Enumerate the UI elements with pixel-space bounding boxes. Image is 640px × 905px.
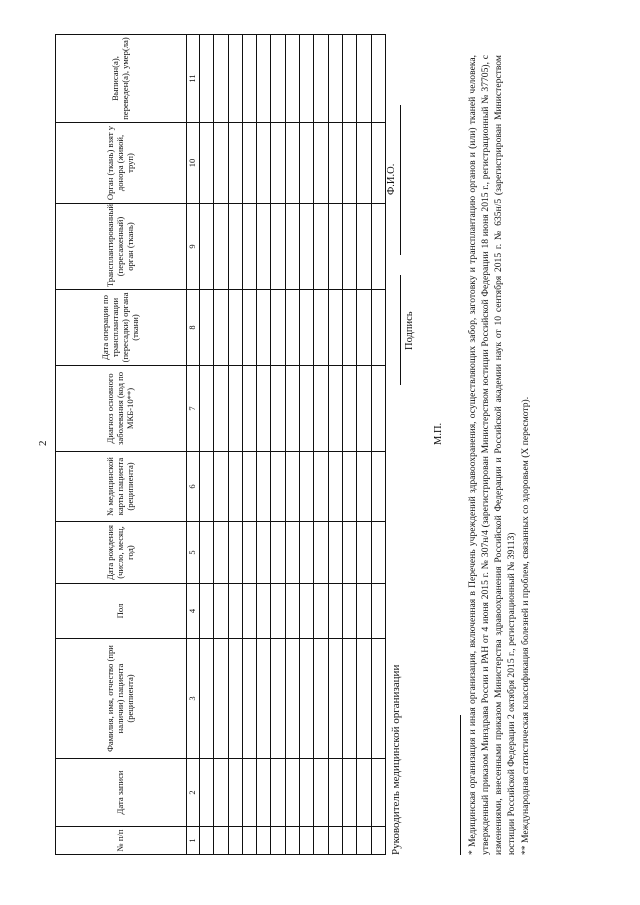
table-cell xyxy=(342,366,356,452)
table-cell xyxy=(214,522,228,584)
footnote-divider xyxy=(460,715,461,855)
table-cell xyxy=(285,204,299,290)
table-cell xyxy=(314,204,328,290)
table-cell xyxy=(200,827,214,855)
table-cell xyxy=(214,123,228,204)
column-number: 3 xyxy=(187,639,200,759)
table-cell xyxy=(257,35,271,123)
table-cell xyxy=(342,827,356,855)
table-cell xyxy=(200,35,214,123)
table-cell xyxy=(228,827,242,855)
table-cell xyxy=(242,759,256,827)
column-header: № медицинской карты пациента (реципиента) xyxy=(56,452,187,522)
table-cell xyxy=(200,452,214,522)
table-cell xyxy=(371,759,385,827)
table-cell xyxy=(271,123,285,204)
table-cell xyxy=(357,827,371,855)
table-cell xyxy=(285,639,299,759)
table-cell xyxy=(228,366,242,452)
column-header: Дата записи xyxy=(56,759,187,827)
table-cell xyxy=(285,366,299,452)
table-cell xyxy=(200,123,214,204)
table-cell xyxy=(371,452,385,522)
table-cell xyxy=(214,35,228,123)
table-cell xyxy=(257,123,271,204)
table-cell xyxy=(242,290,256,366)
table-cell xyxy=(314,366,328,452)
table-cell xyxy=(285,290,299,366)
table-cell xyxy=(314,522,328,584)
table-cell xyxy=(300,522,314,584)
table-cell xyxy=(285,522,299,584)
stamp-label: М.П. xyxy=(433,422,444,445)
table-row xyxy=(328,35,342,855)
column-number: 4 xyxy=(187,584,200,639)
table-cell xyxy=(357,290,371,366)
footnote-organization: * Медицинская организация и иная организация, включенная в Перечень учреждений здравоохранения, осуществляющих забор, заготовку и трансплантацию органов и (или) тканей человека, утвержденный приказом Минздрава России и РАН от 4 июня 2015 г. № 307н/4 (зарегистрирован Министерством юстиции Российской Федерации 18 июня 2015 г., регистрационный № 37705), с изменениями, внесенными приказом Министерства здравоохранения Российской Федерации и Российской академии наук от 10 сентября 2015 г. № 635н/5 (зарегистрирован Министерством юстиции Российской Федерации 2 октября 2015 г., регистрационный № 39113) xyxy=(467,55,518,855)
table-cell xyxy=(257,827,271,855)
table-cell xyxy=(200,639,214,759)
table-cell xyxy=(314,123,328,204)
table-cell xyxy=(371,827,385,855)
table-cell xyxy=(371,639,385,759)
table-cell xyxy=(271,639,285,759)
column-number: 8 xyxy=(187,290,200,366)
table-cell xyxy=(228,204,242,290)
column-header: Дата рождения (число, месяц, год) xyxy=(56,522,187,584)
column-header: Выписан(а), переведен(а), умер(ла) xyxy=(56,35,187,123)
table-cell xyxy=(242,827,256,855)
table-row xyxy=(200,35,214,855)
column-number: 6 xyxy=(187,452,200,522)
table-cell xyxy=(242,452,256,522)
table-cell xyxy=(228,639,242,759)
table-cell xyxy=(342,452,356,522)
table-cell xyxy=(242,204,256,290)
column-number: 5 xyxy=(187,522,200,584)
table-cell xyxy=(257,204,271,290)
table-cell xyxy=(242,366,256,452)
column-number: 2 xyxy=(187,759,200,827)
column-header: № п/п xyxy=(56,827,187,855)
table-cell xyxy=(200,290,214,366)
table-cell xyxy=(285,584,299,639)
table-cell xyxy=(300,204,314,290)
table-row xyxy=(257,35,271,855)
table-cell xyxy=(300,290,314,366)
table-cell xyxy=(242,584,256,639)
table-cell xyxy=(300,584,314,639)
table-cell xyxy=(357,639,371,759)
table-cell xyxy=(357,452,371,522)
column-header: Диагноз основного заболевания (код по МКБ-10**) xyxy=(56,366,187,452)
table-cell xyxy=(300,123,314,204)
column-header: Пол xyxy=(56,584,187,639)
table-cell xyxy=(328,452,342,522)
table-cell xyxy=(314,639,328,759)
full-name-label: Ф.И.О. xyxy=(386,163,397,195)
table-cell xyxy=(257,366,271,452)
table-cell xyxy=(228,522,242,584)
table-cell xyxy=(342,204,356,290)
table-cell xyxy=(328,522,342,584)
table-cell xyxy=(371,366,385,452)
table-cell xyxy=(242,123,256,204)
table-row xyxy=(357,35,371,855)
table-cell xyxy=(200,522,214,584)
table-cell xyxy=(271,35,285,123)
table-cell xyxy=(242,522,256,584)
table-cell xyxy=(200,366,214,452)
table-cell xyxy=(200,204,214,290)
table-cell xyxy=(357,522,371,584)
column-number: 10 xyxy=(187,123,200,204)
table-cell xyxy=(357,123,371,204)
table-cell xyxy=(257,584,271,639)
column-header: Трансплантированный (пересаженный) орган (ткань) xyxy=(56,204,187,290)
table-cell xyxy=(214,204,228,290)
table-cell xyxy=(314,827,328,855)
table-cell xyxy=(257,290,271,366)
table-cell xyxy=(328,759,342,827)
table-row xyxy=(242,35,256,855)
table-cell xyxy=(328,584,342,639)
table-cell xyxy=(214,290,228,366)
table-cell xyxy=(371,584,385,639)
table-cell xyxy=(228,123,242,204)
signature-label: Подпись xyxy=(404,311,415,350)
table-cell xyxy=(342,35,356,123)
signature-line xyxy=(400,275,401,385)
signature-block xyxy=(386,55,450,855)
table-cell xyxy=(300,452,314,522)
table-cell xyxy=(200,759,214,827)
column-number: 7 xyxy=(187,366,200,452)
table-cell xyxy=(328,204,342,290)
table-row xyxy=(214,35,228,855)
table-cell xyxy=(214,452,228,522)
table-cell xyxy=(271,204,285,290)
table-cell xyxy=(242,639,256,759)
table-cell xyxy=(285,35,299,123)
table-cell xyxy=(328,290,342,366)
table-cell xyxy=(271,452,285,522)
table-cell xyxy=(257,759,271,827)
table-row xyxy=(314,35,328,855)
table-cell xyxy=(328,366,342,452)
table-cell xyxy=(314,290,328,366)
column-header: Орган (ткань) взят у донора (живой, труп) xyxy=(56,123,187,204)
table-cell xyxy=(257,639,271,759)
table-row xyxy=(285,35,299,855)
column-number: 1 xyxy=(187,827,200,855)
table-cell xyxy=(285,123,299,204)
table-cell xyxy=(328,639,342,759)
table-cell xyxy=(342,759,356,827)
table-cell xyxy=(200,584,214,639)
table-cell xyxy=(328,123,342,204)
table-cell xyxy=(371,204,385,290)
table-row xyxy=(300,35,314,855)
head-of-organization-label: Руководитель медицинской организации xyxy=(390,664,402,855)
table-cell xyxy=(357,584,371,639)
table-cell xyxy=(300,759,314,827)
footnotes xyxy=(466,55,532,855)
table-cell xyxy=(371,290,385,366)
footnote-icd: ** Международная статистическая классификация болезней и проблем, связанных со здоровьем (X пересмотр). xyxy=(519,396,531,855)
table-cell xyxy=(228,452,242,522)
column-number: 11 xyxy=(187,35,200,123)
table-cell xyxy=(271,759,285,827)
table-cell xyxy=(300,827,314,855)
table-cell xyxy=(228,290,242,366)
table-cell xyxy=(228,584,242,639)
table-cell xyxy=(271,290,285,366)
table-cell xyxy=(285,452,299,522)
table-cell xyxy=(371,522,385,584)
table-cell xyxy=(371,35,385,123)
table-cell xyxy=(300,366,314,452)
table-row xyxy=(228,35,242,855)
table-cell xyxy=(328,35,342,123)
table-cell xyxy=(357,366,371,452)
table-cell xyxy=(314,35,328,123)
table-cell xyxy=(300,35,314,123)
table-cell xyxy=(314,452,328,522)
table-row xyxy=(342,35,356,855)
column-number: 9 xyxy=(187,204,200,290)
table-cell xyxy=(314,759,328,827)
table-cell xyxy=(271,584,285,639)
table-row xyxy=(371,35,385,855)
table-cell xyxy=(242,35,256,123)
table-cell xyxy=(285,759,299,827)
table-cell xyxy=(300,639,314,759)
table-cell xyxy=(257,452,271,522)
table-cell xyxy=(228,759,242,827)
table-cell xyxy=(371,123,385,204)
table-cell xyxy=(328,827,342,855)
table-cell xyxy=(342,639,356,759)
registry-table xyxy=(55,34,386,855)
table-cell xyxy=(271,366,285,452)
table-row xyxy=(271,35,285,855)
table-cell xyxy=(214,827,228,855)
table-cell xyxy=(257,522,271,584)
table-cell xyxy=(342,522,356,584)
table-cell xyxy=(271,522,285,584)
header-row xyxy=(56,35,187,855)
table-cell xyxy=(357,35,371,123)
table-cell xyxy=(342,584,356,639)
table-cell xyxy=(314,584,328,639)
table-cell xyxy=(285,827,299,855)
table-cell xyxy=(357,204,371,290)
full-name-line xyxy=(400,105,401,255)
column-header: Фамилия, имя, отчество (при наличии) пациента (реципиента) xyxy=(56,639,187,759)
table-cell xyxy=(214,639,228,759)
table-cell xyxy=(357,759,371,827)
column-header: Дата операции по трансплантации (пересадки) органа (ткани) xyxy=(56,290,187,366)
table-cell xyxy=(271,827,285,855)
table-cell xyxy=(228,35,242,123)
column-number-row xyxy=(187,35,200,855)
table-cell xyxy=(342,123,356,204)
table-cell xyxy=(214,759,228,827)
table-cell xyxy=(214,584,228,639)
table-cell xyxy=(214,366,228,452)
page-number: 2 xyxy=(37,440,49,446)
table-cell xyxy=(342,290,356,366)
